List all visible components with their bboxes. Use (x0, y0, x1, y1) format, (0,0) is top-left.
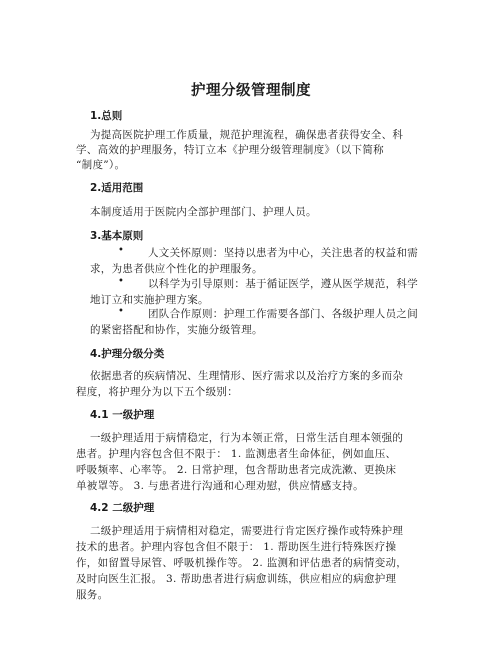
list-item-line: 人文关怀原则：坚持以患者为中心，关注患者的权益和需 (148, 247, 418, 259)
section-heading-general: 1.总则 (90, 110, 123, 122)
paragraph-line: 程度，将护理分为以下五个级别： (76, 386, 238, 398)
paragraph-line: 二级护理适用于病情相对稳定，需要进行肯定医疗操作或特殊护理 (90, 525, 404, 537)
paragraph-line: 作，如留置导尿管、呼吸机操作等。 2. 监测和评估患者的病情变动， (76, 557, 408, 569)
subsection-heading-level-2: 4.2 二级护理 (90, 502, 155, 514)
bullet-icon: • (118, 306, 124, 317)
list-item-line: 求，为患者供应个性化的护理服务。 (90, 263, 263, 275)
document-title: 护理分级管理制度 (191, 83, 311, 99)
paragraph-line: 呼吸频率、心率等。 2. 日常护理，包含帮助患者完成洗漱、更换床 (76, 464, 397, 476)
paragraph-line: 服务。 (76, 589, 109, 601)
paragraph-line: “制度”）。 (76, 159, 126, 171)
bullet-icon: • (118, 245, 124, 256)
paragraph-line: 及时向医生汇报。 3. 帮助患者进行病愈训练，供应相应的病愈护理 (76, 573, 397, 585)
section-heading-principles: 3.基本原则 (90, 230, 144, 242)
paragraph-line: 依据患者的疾病情况、生理情形、医疗需求以及治疗方案的多而杂 (90, 370, 404, 382)
paragraph-line: 技术的患者。护理内容包含但不限于： 1. 帮助医生进行特殊医疗操 (76, 541, 397, 553)
list-item-line: 以科学为引导原则：基于循证医学，遵从医学规范，科学 (148, 278, 418, 290)
section-heading-scope: 2.适用范围 (90, 182, 144, 194)
bullet-icon: • (118, 276, 124, 287)
paragraph-line: 一级护理适用于病情稳定，行为本领正常，日常生活自理本领强的 (90, 432, 404, 444)
list-item-line: 团队合作原则：护理工作需要各部门、各级护理人员之间 (148, 308, 418, 320)
paragraph-line: 患者。护理内容包含但不限于： 1. 监测患者生命体征，例如血压、 (76, 448, 397, 460)
section-heading-classification: 4.护理分级分类 (90, 348, 165, 360)
paragraph-line: 本制度适用于医院内全部护理部门、护理人员。 (90, 206, 317, 218)
paragraph-line: 学、高效的护理服务，特订立本《护理分级管理制度》（以下简称 (76, 144, 384, 156)
list-item-line: 的紧密搭配和协作，实施分级管理。 (90, 324, 263, 336)
subsection-heading-level-1: 4.1 一级护理 (90, 409, 155, 421)
paragraph-line: 单被罩等。 3. 与患者进行沟通和心理劝慰，供应情感支持。 (76, 480, 364, 492)
list-item-line: 地订立和实施护理方案。 (90, 294, 209, 306)
paragraph-line: 为提高医院护理工作质量，规范护理流程，确保患者获得安全、科 (90, 129, 404, 141)
